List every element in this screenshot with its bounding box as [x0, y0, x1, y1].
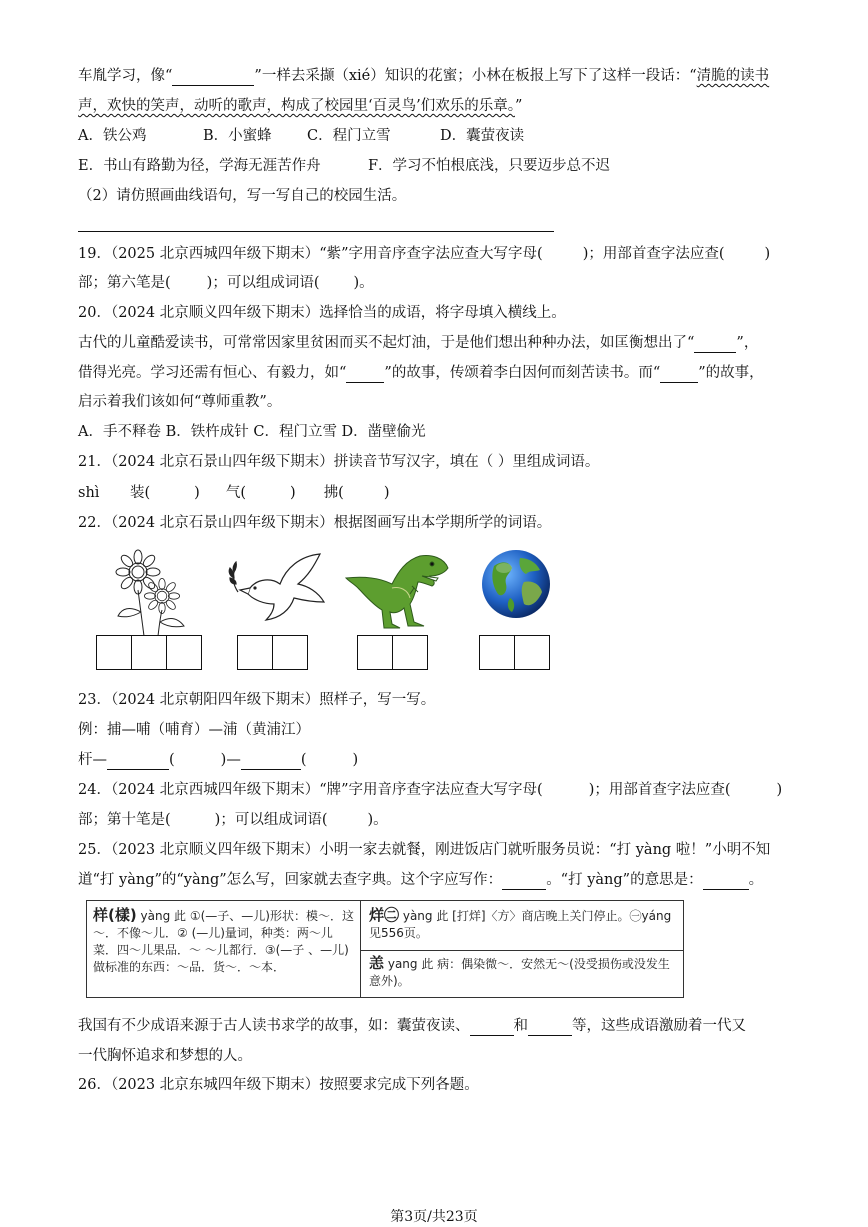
dictionary-excerpt	[86, 900, 684, 998]
globe-icon	[480, 548, 552, 620]
pinyin: shì	[78, 485, 100, 501]
closing-line1: 我国有不少成语来源于古人读书求学的故事，如：囊萤夜读、 和 等，这些成语激励着一代又	[78, 1018, 746, 1034]
q18-line1: 车胤学习，像“ ”一样去采撷（xié）知识的花蜜；小林在板报上写下了这样一段话：“清脆的读书	[78, 68, 770, 84]
q20-para1: 古代的儿童酷爱读书，可常常因家里贫困而买不起灯油，于是他们想出种种办法，如匡衡想出了“ ”，	[78, 335, 759, 351]
q21-title: 21．（2024 北京石景山四年级下期末）拼读音节写汉字，填在（ ）里组成词语。	[78, 454, 600, 470]
dictionary-entry-yang-2: 烊㊁ yàng 此 [打烊]〈方〉商店晚上关门停止。㊀yáng 见556页。	[361, 901, 683, 951]
q23-title: 23．（2024 北京朝阳四年级下期末）照样子，写一写。	[78, 692, 436, 708]
q18-options-row1	[78, 126, 524, 146]
answer-line[interactable]	[78, 231, 554, 232]
q20-options: A．手不释卷 B．铁杵成针 C．程门立雪 D．凿壁偷光	[78, 424, 426, 440]
q24-line2: 部；第十笔是( )；可以组成词语( )。	[78, 812, 388, 828]
q23-answer-line: 杆— ( )— ( )	[78, 752, 359, 768]
dictionary-entry-yang-1: 样(樣) yàng 此 ①(—子、—儿)形状：模～．这～．不像～儿．② (—儿)量词，种类：两～儿菜．四～儿果品．～ ～儿都行．③(—子 、—儿)做标准的东西：～品．货～．～本．	[87, 901, 361, 997]
page-number: 第3页/共23页	[390, 1209, 478, 1225]
answer-blank[interactable]	[694, 336, 736, 353]
answer-blank[interactable]	[703, 873, 749, 890]
answer-blank[interactable]	[172, 69, 254, 86]
answer-blank[interactable]	[346, 366, 384, 383]
q25-line2: 道“打 yàng”的“yàng”怎么写，回家就去查字典。这个字应写作： 。“打 yàng”的意思是： 。	[78, 872, 764, 888]
q25-line1: 25．（2023 北京顺义四年级下期末）小明一家去就餐，刚进饭店门就听服务员说：“打 yàng 啦！”小明不知	[78, 842, 771, 858]
answer-blank[interactable]	[528, 1019, 572, 1036]
option-f: F．学习不怕根底浅，只要迈步总不迟	[368, 158, 611, 174]
q20-title: 20．（2024 北京顺义四年级下期末）选择恰当的成语，将字母填入横线上。	[78, 305, 566, 321]
option-d: D．囊萤夜读	[440, 128, 525, 144]
option-b: B．小蜜蜂	[203, 128, 272, 144]
answer-blank[interactable]	[660, 366, 698, 383]
answer-blank[interactable]	[502, 873, 546, 890]
answer-blank[interactable]	[241, 753, 301, 770]
answer-blank[interactable]	[470, 1019, 514, 1036]
q22-title: 22．（2024 北京石景山四年级下期末）根据图画写出本学期所学的词语。	[78, 515, 552, 531]
q19-line1: 19．（2025 北京西城四年级下期末）“紫”字用音序查字法应查大写字母( )；用部首查字法应查( )	[78, 246, 771, 262]
q18-options-row2	[78, 156, 610, 176]
q19-line2: 部；第六笔是( )；可以组成词语( )。	[78, 275, 374, 291]
q20-para3: 启示着我们该如何“尊师重教”。	[78, 394, 282, 410]
option-c: C．程门立雪	[307, 128, 391, 144]
option-e: E．书山有路勤为径，学海无涯苦作舟	[78, 158, 321, 174]
dinosaur-icon	[344, 548, 450, 630]
answer-boxes-3[interactable]	[358, 635, 428, 670]
answer-boxes-4[interactable]	[480, 635, 550, 670]
q20-para2: 借得光亮。学习还需有恒心、有毅力，如“ ”的故事，传颂着李白因何而刻苦读书。而“ ”的故事，	[78, 365, 764, 381]
closing-line2: 一代胸怀追求和梦想的人。	[78, 1048, 252, 1064]
q21-words: shì 装( ) 气( ) 拂( )	[78, 485, 390, 501]
dove-icon	[228, 548, 328, 630]
q18-line2: 声，欢快的笑声，动听的歌声，构成了校园里‘百灵鸟’们欢乐的乐章。”	[78, 98, 523, 114]
option-a: A．铁公鸡	[78, 128, 147, 144]
q26-title: 26．（2023 北京东城四年级下期末）按照要求完成下列各题。	[78, 1077, 479, 1093]
q24-line1: 24．（2024 北京西城四年级下期末）“牌”字用音序查字法应查大写字母( )；用部首查字法应查( )	[78, 782, 783, 798]
answer-blank[interactable]	[107, 753, 169, 770]
answer-boxes-2[interactable]	[238, 635, 308, 670]
answer-boxes-1[interactable]	[97, 635, 202, 670]
q18-sub2: （2）请仿照画曲线语句，写一写自己的校园生活。	[78, 188, 407, 204]
q23-example: 例：捕—哺（哺育）—浦（黄浦江）	[78, 722, 310, 738]
dictionary-entry-yang-3: 恙 yang 此 病：偶染微～．安然无～(没受损伤或没发生意外)。	[369, 954, 670, 988]
sunflower-icon	[104, 546, 204, 636]
